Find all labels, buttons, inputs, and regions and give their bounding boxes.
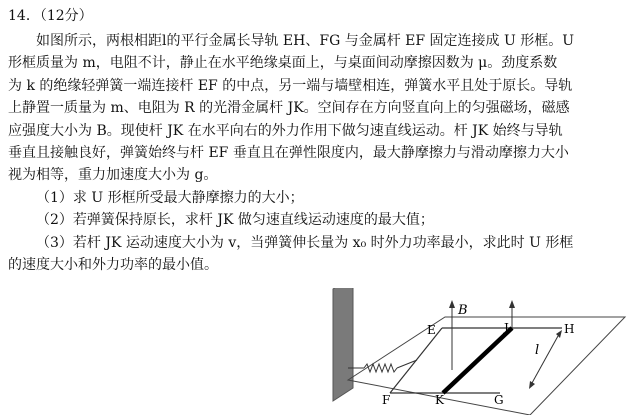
dimension-arrow-top-icon (556, 330, 562, 338)
field-arrow-left-icon (449, 300, 455, 308)
body-line-6: 垂直且接触良好，弹簧始终与杆 EF 垂直且在弹性限度内，最大静摩擦力与滑动摩擦力大小 (8, 145, 569, 162)
question-body (8, 30, 634, 276)
label-J: J (504, 321, 509, 335)
label-H: H (564, 322, 575, 336)
body-line-5: 应强度大小为 B。现使杆 JK 在水平向右的外力作用下做匀速直线运动。杆 JK 始终与导轨 (8, 122, 563, 139)
question-header: 14．（12分） (8, 8, 93, 24)
label-B: B (458, 303, 468, 318)
label-l: l (535, 343, 540, 358)
physics-diagram (230, 288, 630, 415)
field-arrow-right-icon (509, 300, 515, 308)
body-line-1: 如图所示，两根相距l的平行金属长导轨 EH、FG 与金属杆 EF 固定连接成 U 形框。U (36, 33, 575, 49)
spring-icon (364, 364, 397, 372)
diagram-svg (230, 288, 630, 415)
dimension-arrow-bottom-icon (529, 381, 535, 389)
label-E: E (427, 323, 436, 337)
body-line-3: 为 k 的绝缘轻弹簧一端连接杆 EF 的中点，另一端与墙壁相连，弹簧水平且处于原长。导轨 (8, 77, 573, 94)
spring-lead-right (397, 360, 417, 368)
body-line-7: 视为相等，重力加速度大小为 g。 (8, 167, 218, 184)
rod-JK (443, 328, 512, 393)
label-F: F (382, 393, 391, 407)
body-line-2: 形框质量为 m，电阻不计，静止在水平绝缘桌面上，与桌面间动摩擦因数为 μ。劲度系数 (8, 55, 558, 72)
subquestion-2: （2）若弹簧保持原长，求杆 JK 做匀速直线运动速度的最大值； (36, 212, 434, 229)
label-K: K (435, 393, 444, 407)
wall (333, 288, 353, 401)
body-line-4: 上静置一质量为 m、电阻为 R 的光滑金属杆 JK。空间存在方向竖直向上的匀强磁场，磁感 (8, 100, 570, 117)
subquestion-3: （3）若杆 JK 运动速度大小为 v，当弹簧伸长量为 x₀ 时外力功率最小，求此时 U 形框 (36, 234, 574, 251)
label-G: G (494, 393, 504, 407)
subquestion-1: （1）求 U 形框所受最大静摩擦力的大小； (36, 189, 304, 206)
subquestion-3-continued: 的速度大小和外力功率的最小值。 (8, 257, 218, 274)
